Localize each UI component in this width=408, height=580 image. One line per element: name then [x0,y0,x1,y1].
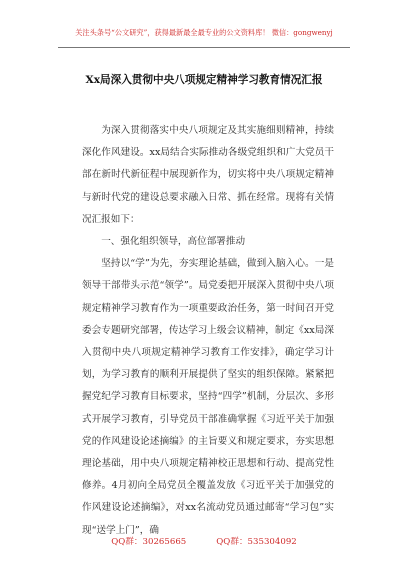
body-paragraph: 坚持以“学”为先，夯实理论基础，做到入脑入心。一是领导干部带头示范“领学”。局党委把开展深入贯彻中央八项规定精神学习教育作为一项重要政治任务，第一时间召开党委会专题研究部署，传达学习上级会议精神，制定《xx局深入贯彻中央八项规定精神学习教育工作安排》，确定学习计划，为学习教育的顺利开展提供了坚实的组织保障。紧紧把握党纪学习教育目标要求，坚持“四学”机制，分层次、多形式开展学习教育，引导党员干部准确掌握《习近平关于加强党的作风建设论述摘编》的主旨要义和规定要求，夯实思想理论基础，用中央八项规定精神校正思想和行动、提高党性修养。4月初向全局党员全覆盖发放《习近平关于加强党的作风建设论述摘编》，对xx名流动党员通过邮寄“学习包”实现“送学上门”，确 [82,258,334,536]
section-heading: 一、强化组织领导，高位部署推动 [101,236,246,248]
document-title: Xx局深入贯彻中央八项规定精神学习教育情况汇报 [85,74,323,86]
document-body [82,120,334,542]
header-divider [58,47,350,48]
header-banner: 关注头条号“公文研究”，获得最新最全最专业的公文资料库！ 微信：gongwenyj [75,28,333,37]
qq-group-one: QQ群：30265665 [111,537,187,547]
qq-group-two: QQ群：535304092 [216,537,297,547]
footer-contacts [0,535,408,547]
intro-paragraph: 为深入贯彻落实中央八项规定及其实施细则精神，持续深化作风建设。xx局结合实际推动各级党组织和广大党员干部在新时代新征程中展现新作为，切实将中央八项规定精神与新时代党的建设总要求融入日常、抓在经常。现将有关情况汇报如下： [82,125,334,225]
